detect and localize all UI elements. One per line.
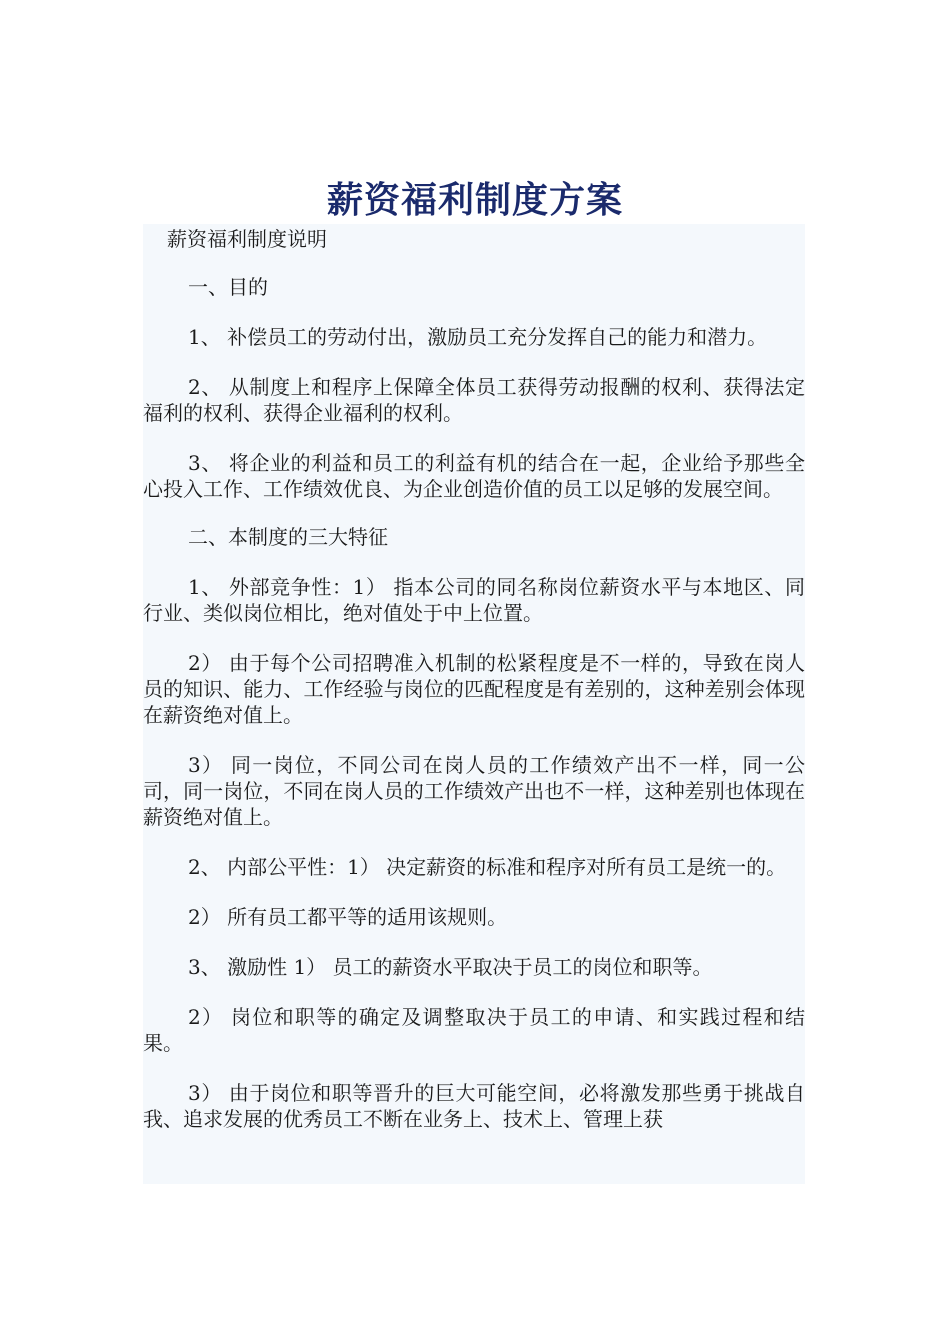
section-heading-purpose: 一、目的 <box>188 275 268 299</box>
paragraph: 2） 岗位和职等的确定及调整取决于员工的申请、和实践过程和结果。 <box>143 1005 805 1055</box>
paragraph: 3） 同一岗位，不同公司在岗人员的工作绩效产出不一样，同一公司，同一岗位，不同在岗人员的工作绩效产出也不一样，这种差别也体现在薪资绝对值上。 <box>143 753 805 829</box>
paragraph: 2、 从制度上和程序上保障全体员工获得劳动报酬的权利、获得法定福利的权利、获得企业福利的权利。 <box>143 375 805 425</box>
document-body <box>143 224 805 1184</box>
section-heading-features: 二、本制度的三大特征 <box>188 525 388 549</box>
paragraph: 2） 所有员工都平等的适用该规则。 <box>188 905 508 929</box>
paragraph: 3） 由于岗位和职等晋升的巨大可能空间，必将激发那些勇于挑战自我、追求发展的优秀员工不断在业务上、技术上、管理上获 <box>143 1081 805 1131</box>
paragraph: 2、 内部公平性：1） 决定薪资的标准和程序对所有员工是统一的。 <box>188 855 787 879</box>
paragraph: 2） 由于每个公司招聘准入机制的松紧程度是不一样的，导致在岗人员的知识、能力、工作经验与岗位的匹配程度是有差别的，这种差别会体现在薪资绝对值上。 <box>143 651 805 727</box>
paragraph: 3、 将企业的利益和员工的利益有机的结合在一起，企业给予那些全心投入工作、工作绩效优良、为企业创造价值的员工以足够的发展空间。 <box>143 451 805 501</box>
paragraph: 1、 外部竞争性：1） 指本公司的同名称岗位薪资水平与本地区、同行业、类似岗位相比，绝对值处于中上位置。 <box>143 575 805 625</box>
paragraph: 3、 激励性 1） 员工的薪资水平取决于员工的岗位和职等。 <box>188 955 713 979</box>
document-intro: 薪资福利制度说明 <box>167 227 327 251</box>
page-title: 薪资福利制度方案 <box>326 179 623 221</box>
paragraph: 1、 补偿员工的劳动付出，激励员工充分发挥自己的能力和潜力。 <box>188 325 768 349</box>
